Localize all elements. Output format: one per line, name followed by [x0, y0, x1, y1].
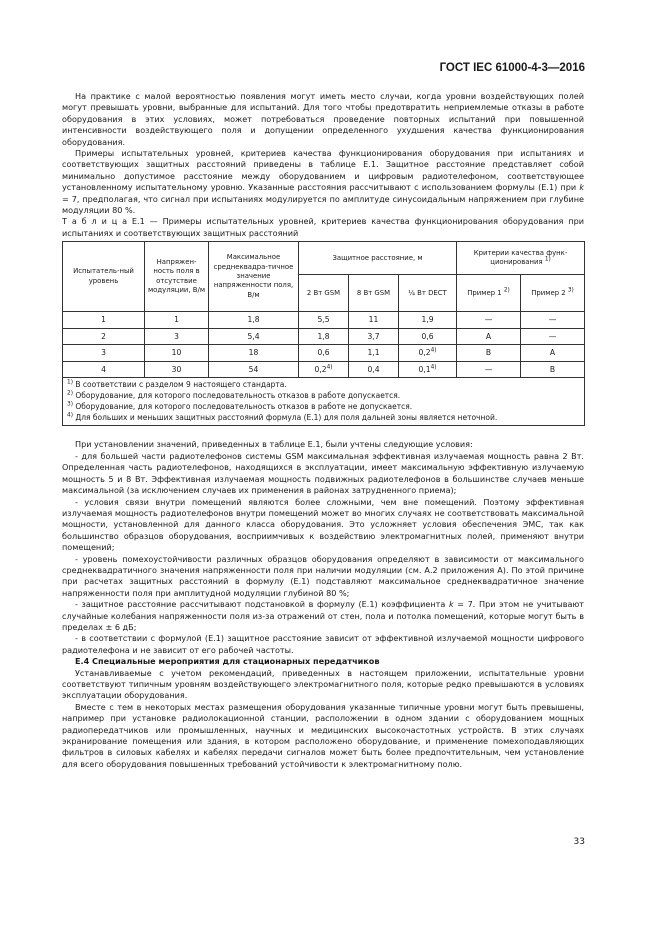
- cell-c2: —: [521, 328, 585, 345]
- cell-level: 3: [63, 345, 145, 362]
- header-distance-group: Защитное расстояние, м: [299, 242, 457, 275]
- document-body: [62, 91, 584, 770]
- condition-item: - уровень помехоустойчивости различных образцов оборудования определяют в зависимости от максимального среднеквадратичного значения напряженности поля при наличии модуляции (см. А.2 приложения А). По этой причине при расчетах защитных расстояний в формулу (Е.1) подставляют максимальное среднеквадратичное значение напряженности поля при амплитудной модуляции глубиной 80 %;: [62, 553, 584, 598]
- header-criteria-group: [457, 242, 585, 275]
- cell-d2: 11: [349, 312, 399, 329]
- condition-item: - в соответствии с формулой (Е.1) защитное расстояние зависит от эффективной излучаемой мощности цифрового радиотелефона и не зависит от его рабочей частоты.: [62, 633, 584, 655]
- header-d2: 8 Вт GSM: [349, 275, 399, 312]
- table-row: [63, 328, 585, 345]
- section-title: Е.4 Специальные мероприятия для стационарных передатчиков: [75, 656, 380, 667]
- condition-item-4-part-a: - защитное расстояние рассчитывают подстановкой в формулу (Е.1) коэффициента: [75, 599, 449, 610]
- cell-d1: [299, 312, 349, 329]
- cell-level: 1: [63, 312, 145, 329]
- cell-field: 1: [145, 312, 209, 329]
- table-notes-row: [63, 378, 585, 426]
- header-field: Напряжен-ность поля в отсутствие модуляции, В/м: [145, 242, 209, 312]
- paragraph-intro-1: На практике с малой вероятностью появления могут иметь место случаи, когда уровни воздействующих полей могут превышать уровни, выбранные для испытаний. Для того чтобы предотвратить неприемлемые отказы в работе оборудования в этих условиях, может потребоваться проведение повторных испытаний при повышенной интенсивности воздействующего поля и допущении определенного ухудшения качества функционирования оборудования.: [62, 91, 584, 147]
- cell-d1: [299, 345, 349, 362]
- cell-d3-value: 0,6: [421, 331, 434, 341]
- cell-max: 1,8: [209, 312, 299, 329]
- paragraph-intro-2: [62, 148, 584, 216]
- header-c1-text: Пример 1: [467, 288, 502, 297]
- table-caption-label: Т а б л и ц а Е.1: [62, 216, 145, 227]
- condition-item: [62, 599, 584, 633]
- coefficient-k: k: [579, 182, 584, 193]
- cell-max: 54: [209, 361, 299, 378]
- cell-level: 2: [63, 328, 145, 345]
- section-paragraph: Вместе с тем в некоторых местах размещения оборудования указанные типичные уровни могут быть превышены, например при установке радиолокационной станции, расположении в одном здании с оборудованием мощных радиопередатчиков или промышленных, научных и медицинских высокочастотных устройств. В этих случаях экранирование помещения или здания, в котором расположено оборудование, и применение помехоподавляющих фильтров в силовых кабелях и кабелях передачи сигналов может быть более предпочтительным, чем установление для всего оборудования повышенных требований устойчивости к электромагнитному полю.: [62, 701, 584, 769]
- document-header: ГОСТ IEC 61000-4-3—2016: [439, 62, 585, 74]
- header-c1: [457, 275, 521, 312]
- cell-c2: —: [521, 312, 585, 329]
- cell-d1-value: 0,6: [317, 348, 330, 358]
- note-mark: 4): [67, 412, 73, 419]
- page-number: 33: [573, 837, 585, 847]
- cell-d1-value: 5,5: [317, 315, 330, 325]
- cell-field: 30: [145, 361, 209, 378]
- cell-d2: 3,7: [349, 328, 399, 345]
- cell-c1: В: [457, 345, 521, 362]
- note-mark: 2): [67, 390, 73, 397]
- cell-c2: А: [521, 345, 585, 362]
- note-mark: 3): [67, 401, 73, 408]
- cell-d1: [299, 361, 349, 378]
- paragraph-intro-2-part-b: = 7, предполагая, что сигнал при испытаниях модулируется по амплитуде синусоидальным напряжением при глубине модуляции 80 %.: [62, 193, 584, 216]
- cell-d3-sup: 4): [430, 364, 437, 371]
- note-mark: 1): [67, 379, 73, 386]
- table-note: [67, 413, 580, 424]
- table-e1: [62, 241, 585, 426]
- cell-c1: —: [457, 312, 521, 329]
- coefficient-k: k: [448, 599, 454, 610]
- note-text: Оборудование, для которого последовательность отказов в работе не допускается.: [72, 401, 413, 411]
- cell-d3-value: 0,2: [418, 348, 431, 358]
- header-c1-sup: 2): [503, 287, 510, 294]
- condition-item: - условия связи внутри помещений являются более сложными, чем вне помещений. Поэтому эффективная излучаемая мощность радиотелефонов внутри помещений может во многих случаях не соответствовать максимальной мощности, установленной для данного класса оборудования. Это усложняет условия обеспечения ЭМС, так как большинство образцов оборудования, восприимчивых к воздействию электромагнитных полей, применяют внутри помещений;: [62, 496, 584, 553]
- conditions-intro: При установлении значений, приведенных в таблице Е.1, были учтены следующие условия:: [75, 439, 473, 450]
- cell-d3-sup: 4): [430, 347, 437, 354]
- header-criteria-text: Критерии качества функ-ционирования: [473, 248, 568, 267]
- note-text: В соответствии с разделом 9 настоящего стандарта.: [72, 380, 287, 390]
- cell-field: 3: [145, 328, 209, 345]
- table-row: [63, 312, 585, 329]
- condition-item-4-part-b: = 7. При этом не учитывают случайные колебания напряженности поля из-за отражений от стен, пола и потолка помещений, которые могут быть в пределах ± 6 дБ;: [62, 599, 584, 632]
- paragraph-intro-2-part-a: Примеры испытательных уровней, критериев качества функционирования оборудования при испытаниях и соответствующих защитных расстояний приведены в таблице Е.1. Защитное расстояние представляет собой минимально допустимое расстояние между оборудованием и цифровым радиотелефоном, соответствующее установленному испытательному уровню. Указанные расстояния рассчитывают с использованием формулы (Е.1) при: [62, 148, 584, 193]
- cell-c1: А: [457, 328, 521, 345]
- condition-item: - для большей части радиотелефонов системы GSM максимальная эффективная излучаемая мощность равна 2 Вт. Определенная часть радиотелефонов, находящихся в эксплуатации, имеет максимальную эффективную излучаемую мощность 5 и 8 Вт. Эффективная излучаемая мощность подвижных радиотелефонов в большинстве случаев меньше максимальной (за исключением случаев их применения в районах затрудненного приема);: [62, 450, 584, 496]
- header-d1: 2 Вт GSM: [299, 275, 349, 312]
- header-d3: ¼ Вт DECT: [399, 275, 457, 312]
- header-criteria-sup: 1): [544, 256, 551, 263]
- header-c2-text: Пример 2: [531, 288, 566, 297]
- cell-d1: [299, 328, 349, 345]
- cell-d3: [399, 361, 457, 378]
- header-max-field: Максимальное среднеквадра-тичное значение напряженности поля, В/м: [209, 242, 299, 312]
- cell-d3-value: 1,9: [421, 315, 434, 325]
- cell-max: 18: [209, 345, 299, 362]
- cell-level: 4: [63, 361, 145, 378]
- table-caption-text: — Примеры испытательных уровней, критериев качества функционирования оборудования при испытаниях и соответствующих защитных расстояний: [62, 216, 584, 238]
- table-row: [63, 361, 585, 378]
- cell-d3-value: 0,1: [418, 364, 431, 374]
- header-level: Испытатель-ный уровень: [63, 242, 145, 312]
- cell-c1: —: [457, 361, 521, 378]
- cell-c2: В: [521, 361, 585, 378]
- header-c2: [521, 275, 585, 312]
- cell-d3: [399, 345, 457, 362]
- cell-d3: [399, 312, 457, 329]
- cell-d2: 1,1: [349, 345, 399, 362]
- table-notes: [63, 378, 585, 426]
- table-caption: [62, 216, 584, 239]
- cell-field: 10: [145, 345, 209, 362]
- table-note: [67, 380, 580, 391]
- cell-max: 5,4: [209, 328, 299, 345]
- table-note: [67, 402, 580, 413]
- note-text: Оборудование, для которого последовательность отказов в работе допускается.: [72, 391, 401, 401]
- cell-d2: 0,4: [349, 361, 399, 378]
- table-note: [67, 391, 580, 402]
- header-c2-sup: 3): [567, 287, 574, 294]
- cell-d1-value: 0,2: [314, 364, 327, 374]
- note-text: Для больших и меньших защитных расстояний формула (Е.1) для поля дальней зоны является неточной.: [72, 412, 498, 422]
- section-paragraph: Устанавливаемые с учетом рекомендаций, приведенных в настоящем приложении, испытательные уровни соответствуют типичным уровням воздействующего электромагнитного поля, которые редко превышаются в условиях эксплуатации оборудования.: [62, 667, 584, 701]
- table-row: [63, 345, 585, 362]
- cell-d3: [399, 328, 457, 345]
- cell-d1-value: 1,8: [317, 331, 330, 341]
- table-header-row-1: [63, 242, 585, 275]
- cell-d1-sup: 4): [326, 364, 333, 371]
